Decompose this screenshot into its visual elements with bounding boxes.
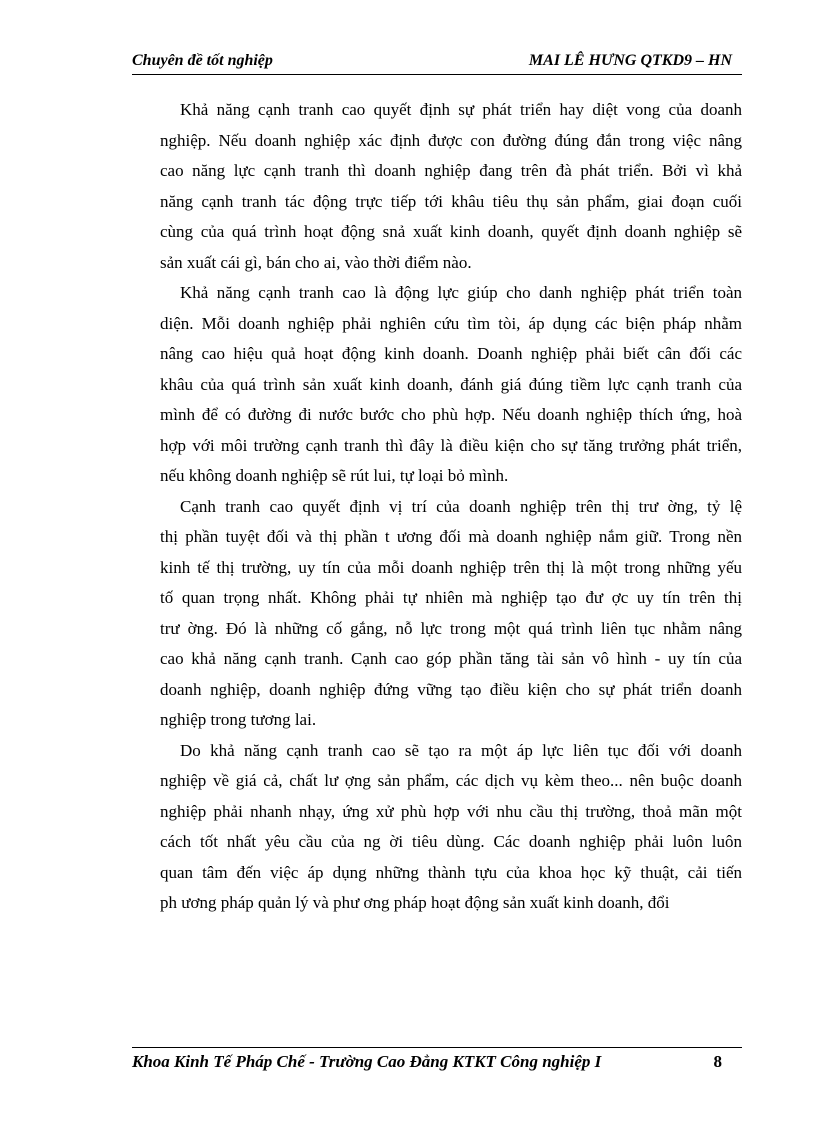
text-line: ph ương pháp quản lý và phư ơng pháp hoạt động sản xuất kinh doanh, đổi: [160, 893, 670, 912]
text-line: Do khả năng cạnh tranh cao sẽ tạo ra một áp lực liên tục đối với doanh: [180, 740, 742, 760]
text-line: cao năng lực cạnh tranh thì doanh nghiệp đang trên đà phát triển. Bởi vì khả: [160, 161, 742, 180]
text-line: kinh tế thị trường, uy tín của mỗi doanh nghiệp trên thị là một trong những yếu: [160, 557, 742, 577]
text-line: tố quan trọng nhất. Không phải tự nhiên mà nghiệp tạo đư ợc uy tín trên thị: [160, 588, 742, 607]
text-line: trư ờng. Đó là những cố gắng, nỗ lực trong một quá trình liên tục nhằm nâng: [160, 618, 742, 638]
text-line: nghiệp trong tương lai.: [160, 710, 317, 729]
text-line: sản xuất cái gì, bán cho ai, vào thời điểm nào.: [160, 252, 472, 272]
text-line: mình để có đường đi nước bước cho phù hợp. Nếu doanh nghiệp thích ứng, hoà: [160, 405, 742, 424]
text-line: diện. Mỗi doanh nghiệp phải nghiên cứu tìm tòi, áp dụng các biện pháp nhằm: [160, 313, 742, 333]
document-body: [160, 95, 742, 919]
text-line: Cạnh tranh cao quyết định vị trí của doanh nghiệp trên thị trư ờng, tỷ lệ: [180, 496, 742, 516]
text-line: nghiệp phải nhanh nhạy, ứng xử phù hợp với nhu cầu thị trường, thoả mãn một: [160, 801, 742, 821]
text-line: doanh nghiệp, doanh nghiệp đứng vững tạo điều kiện cho sự phát triển doanh: [160, 679, 742, 699]
page-number: 8: [713, 1052, 722, 1071]
page-footer: [132, 1052, 742, 1076]
page-header: [132, 52, 742, 74]
text-line: thị phần tuyệt đối và thị phần t ương đối mà doanh nghiệp nắm giữ. Trong nền: [160, 527, 742, 546]
text-line: nghiệp. Nếu doanh nghiệp xác định được con đường đúng đắn trong việc nâng: [160, 130, 742, 150]
text-line: nghiệp về giá cả, chất lư ợng sản phẩm, các dịch vụ kèm theo... nên buộc doanh: [160, 771, 742, 790]
footer-divider: [132, 1047, 742, 1048]
text-line: cách tốt nhất yêu cầu của ng ời tiêu dùng. Các doanh nghiệp phải luôn luôn: [160, 832, 742, 851]
text-line: cùng của quá trình hoạt động snả xuất kinh doanh, quyết định doanh nghiệp sẽ: [160, 222, 742, 241]
text-line: khâu của quá trình sản xuất kinh doanh, đánh giá đúng tiềm lực cạnh tranh của: [160, 374, 742, 394]
header-divider: [132, 74, 742, 75]
text-line: nếu không doanh nghiệp sẽ rút lui, tự loại bỏ mình.: [160, 466, 509, 485]
text-line: hợp với môi trường cạnh tranh thì đây là điều kiện cho sự tăng trưởng phát triển,: [160, 435, 742, 455]
text-line: Khả năng cạnh tranh cao quyết định sự phát triển hay diệt vong của doanh: [180, 100, 742, 119]
text-line: cao khả năng cạnh tranh. Cạnh cao góp phần tăng tài sản vô hình - uy tín của: [160, 649, 742, 668]
header-author: MAI LÊ HƯNG QTKD9 – HN: [528, 52, 732, 69]
text-line: năng cạnh tranh tác động trực tiếp tới khâu tiêu thụ sản phẩm, giai đoạn cuối: [160, 191, 742, 211]
header-title: Chuyên đề tốt nghiệp: [132, 52, 273, 69]
text-line: quan tâm đến việc áp dụng những thành tựu của khoa học kỹ thuật, cải tiến: [160, 862, 742, 882]
text-line: Khả năng cạnh tranh cao là động lực giúp cho danh nghiệp phát triển toàn: [180, 283, 742, 302]
text-line: nâng cao hiệu quả hoạt động kinh doanh. Doanh nghiệp phải biết cân đối các: [160, 344, 742, 363]
footer-faculty: Khoa Kinh Tế Pháp Chế - Trường Cao Đẳng KTKT Công nghiệp I: [132, 1052, 602, 1071]
